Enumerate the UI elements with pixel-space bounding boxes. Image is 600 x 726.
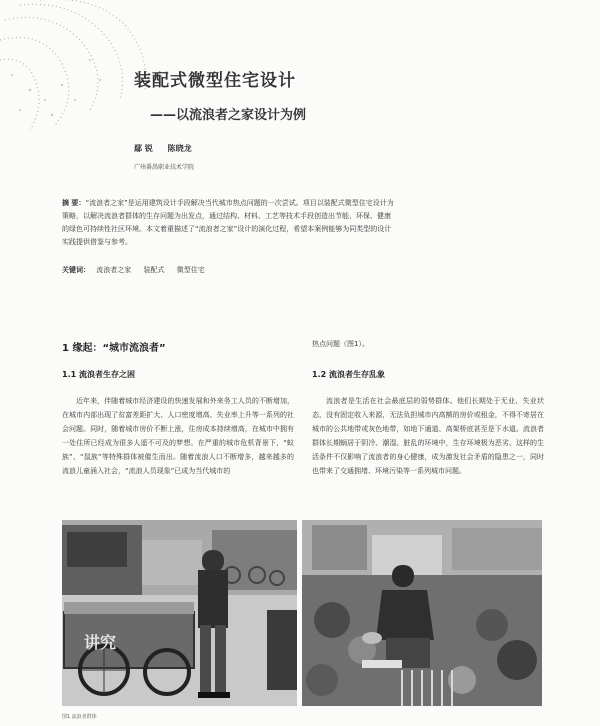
paper-title: 装配式微型住宅设计 [134, 71, 296, 91]
subsection-heading: 1.1 流浪者生存之困 [62, 370, 135, 379]
body-paragraph-continuation: 热点问题（图1）。 [312, 340, 369, 348]
abstract [62, 197, 394, 249]
section-heading: 1 缘起：“城市流浪者” [62, 343, 166, 354]
paper-subtitle: ——以流浪者之家设计为例 [150, 108, 307, 123]
figure-photo-scrap [302, 520, 542, 706]
figure-photo-cart [62, 520, 297, 706]
subsection-heading: 1.2 流浪者生存乱象 [312, 370, 385, 379]
figure-caption: 图1 流浪者群体 [62, 714, 97, 720]
author-list [134, 143, 204, 154]
author-name: 陈晓龙 [167, 144, 192, 153]
abstract-label: 摘 要： [62, 199, 86, 207]
cart-painted-text: 讲究 [84, 633, 117, 652]
keyword: 流浪者之家 [96, 266, 132, 274]
keyword: 装配式 [143, 266, 165, 274]
body-paragraph: 近年来，伴随着城市经济建设的快速发展和外来务工人员的不断增加，在城市内部出现了贫富差距扩大、人口密度增高、失业率上升等一系列的社会问题。同时，随着城市房价不断上涨，住房成本持续增高，在城市中拥有一处住所已经成为很多人遥不可及的梦想。在严重的城市危机背景下，“蚁族”、“鼠族”等特殊群体被催生而出。随着流浪人口不断增多，越来越多的流浪儿童涌入社会，“流浪人员现象”已成为当代城市的 [62, 397, 294, 475]
keyword: 微型住宅 [176, 266, 205, 274]
author-name: 鄢 锐 [134, 144, 153, 153]
keywords [62, 265, 215, 275]
abstract-text: “流浪者之家”是运用建筑设计手段解决当代城市热点问题的一次尝试。项目以装配式微型住宅设计为策略，以解决流浪者群体的生存问题为出发点，通过结构、材料、工艺等技术手段创造出节能、环保、健康的绿色可持续性社区环境。本文着重描述了“流浪者之家”设计的演化过程，希望本案例能够为同类型的设计实践提供借鉴与参考。 [62, 199, 394, 246]
body-paragraph: 流浪者是生活在社会最底层的弱势群体。他们长期处于无业、失业状态，没有固定收入来源，无法负担城市内高额的房价或租金，不得不寄居在城市的公共地带或灰色地带，如地下通道、高架桥底甚至是下水道。流浪者群体长期蜗居于阴冷、潮湿、脏乱的环境中，生存环境极为恶劣。这样的生活条件不仅影响了流浪者的身心健康，成为激发社会矛盾的隐患之一，同时也带来了交通拥堵、环境污染等一系列城市问题。 [312, 397, 544, 475]
keywords-label: 关键词： [62, 266, 90, 274]
author-affiliation: 广州番禺职业技术学院 [134, 164, 195, 171]
